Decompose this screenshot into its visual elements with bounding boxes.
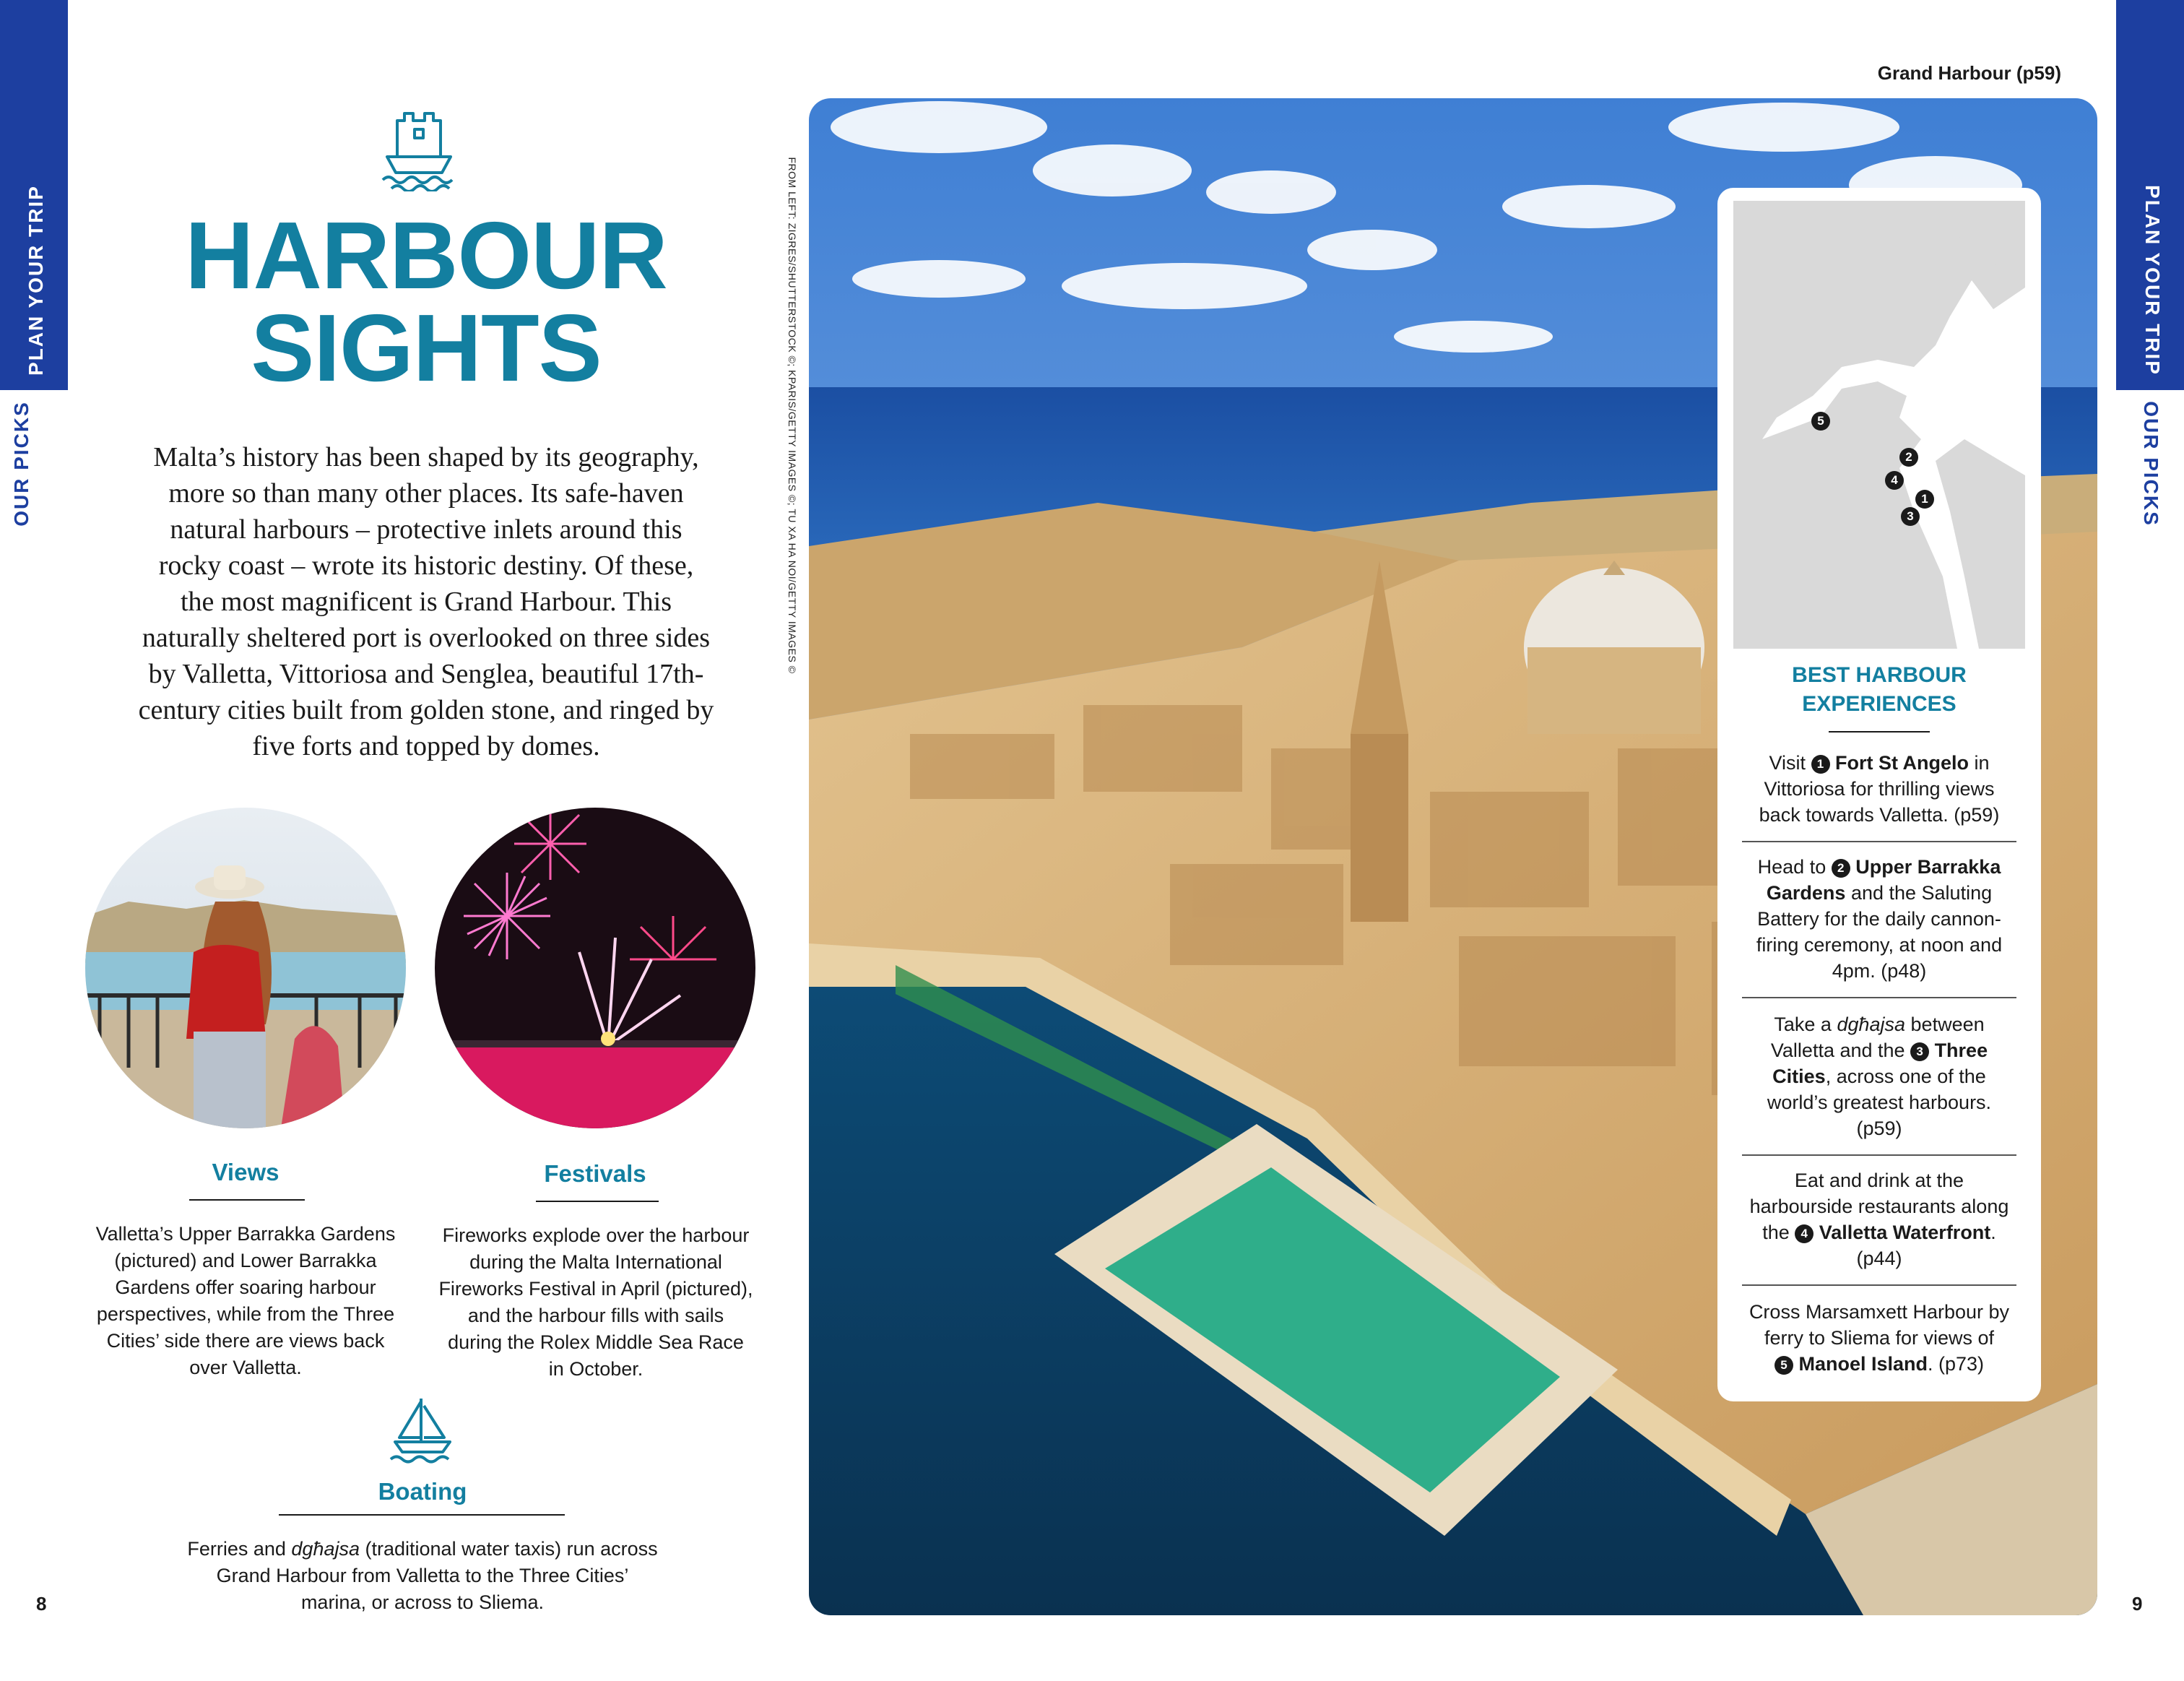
- exp-line: firing ceremony, at noon and: [1756, 934, 2003, 956]
- exp-line: (p44): [1856, 1248, 1902, 1269]
- exp-place-name: Manoel Island: [1798, 1353, 1928, 1375]
- number-badge-1: 1: [1811, 755, 1830, 774]
- festivals-title: Festivals: [544, 1160, 646, 1187]
- exp-place-name: Upper Barrakka: [1855, 856, 2001, 878]
- boating-line: [130, 1536, 715, 1563]
- exp-text: .: [1990, 1222, 1996, 1243]
- right-plan-your-trip-label: PLAN YOUR TRIP: [2141, 185, 2164, 376]
- exp-place-name: Three: [1934, 1040, 1988, 1061]
- exp-text: Visit: [1769, 752, 1811, 774]
- exp-place-name: Fort St Angelo: [1835, 752, 1969, 774]
- boating-text-part: (traditional water taxis) run across: [360, 1538, 658, 1560]
- exp-text: , across one of the: [1825, 1066, 1986, 1087]
- intro-line: Malta’s history has been shaped by its geography,: [153, 442, 699, 472]
- best-harbour-experiences-panel: [1717, 188, 2041, 1401]
- festivals-line: and the harbour fills with sails: [467, 1305, 724, 1326]
- experience-item-1: [1739, 750, 2019, 828]
- number-badge-2: 2: [1832, 859, 1850, 878]
- exp-text: Valletta and the: [1770, 1040, 1911, 1061]
- views-title: Views: [212, 1159, 280, 1185]
- experience-divider: [1742, 841, 2016, 842]
- number-badge-5: 5: [1774, 1356, 1793, 1375]
- map-marker-2: 2: [1899, 448, 1918, 467]
- intro-line: natural harbours – protective inlets around this: [170, 514, 682, 545]
- festivals-line: Fireworks Festival in April (pictured),: [438, 1278, 753, 1300]
- left-page-number: 8: [36, 1593, 47, 1615]
- right-our-picks-label: OUR PICKS: [2140, 401, 2162, 527]
- views-line: over Valletta.: [189, 1357, 302, 1378]
- festivals-photo: [435, 808, 755, 1128]
- harbour-locator-map: [1733, 201, 2025, 649]
- boating-title: Boating: [378, 1478, 467, 1505]
- exp-place-name: Cities: [1772, 1066, 1826, 1087]
- map-marker-5: 5: [1811, 412, 1830, 431]
- number-badge-3: 3: [1910, 1042, 1929, 1061]
- exp-term: dgħajsa: [1837, 1014, 1906, 1035]
- exp-text: . (p73): [1928, 1353, 1985, 1375]
- exp-place-name: Valletta Waterfront: [1819, 1222, 1991, 1243]
- exp-text: between: [1905, 1014, 1985, 1035]
- boating-text-part: Ferries and: [187, 1538, 292, 1560]
- festivals-line: Fireworks explode over the harbour: [442, 1224, 750, 1246]
- exp-line: world’s greatest harbours.: [1767, 1092, 1992, 1113]
- boating-term: dgħajsa: [291, 1538, 360, 1560]
- photo-credit: [784, 141, 800, 690]
- panel-title: [1717, 661, 2041, 719]
- exp-text: Head to: [1757, 856, 1832, 878]
- intro-line: naturally sheltered port is overlooked on three sides: [142, 623, 711, 653]
- exp-place-name: Gardens: [1766, 882, 1846, 904]
- intro-line: rocky coast – wrote its historic destiny. Of these,: [158, 550, 694, 581]
- exp-text: and the Saluting: [1845, 882, 1993, 904]
- experience-item-2: [1739, 854, 2019, 984]
- intro-line: the most magnificent is Grand Harbour. This: [180, 587, 672, 617]
- experience-divider: [1742, 1154, 2016, 1156]
- festivals-line: during the Rolex Middle Sea Race: [448, 1331, 744, 1353]
- experience-divider: [1742, 997, 2016, 998]
- exp-line: 4pm. (p48): [1832, 960, 1927, 982]
- left-plan-your-trip-label: PLAN YOUR TRIP: [25, 185, 47, 376]
- exp-line: harbourside restaurants along: [1749, 1196, 2009, 1217]
- intro-paragraph: [79, 439, 773, 764]
- castle-icon: [376, 105, 462, 191]
- exp-line: Eat and drink at the: [1794, 1170, 1964, 1191]
- boating-text: [130, 1536, 715, 1616]
- views-line: Gardens offer soaring harbour: [115, 1276, 376, 1298]
- views-line: (pictured) and Lower Barrakka: [114, 1250, 377, 1271]
- exp-line: ferry to Sliema for views of: [1764, 1327, 1995, 1349]
- boating-line: marina, or across to Sliema.: [300, 1591, 545, 1613]
- views-photo: [85, 808, 406, 1128]
- page-title: [108, 202, 744, 401]
- views-line: Cities’ side there are views back: [106, 1330, 385, 1352]
- views-rule: [189, 1199, 305, 1201]
- panel-title-rule: [1829, 731, 1930, 733]
- festivals-text: [426, 1222, 766, 1383]
- panel-title-line: EXPERIENCES: [1802, 692, 1956, 716]
- map-marker-4: 4: [1885, 471, 1904, 490]
- map-marker-3: 3: [1901, 507, 1920, 526]
- views-line: perspectives, while from the Three: [96, 1303, 395, 1325]
- boating-rule: [279, 1514, 565, 1516]
- exp-text: in: [1969, 752, 1990, 774]
- festivals-line: during the Malta International: [469, 1251, 722, 1273]
- boating-line: Grand Harbour from Valletta to the Three Cities’: [216, 1565, 629, 1586]
- exp-line: (p59): [1856, 1118, 1902, 1139]
- experience-item-4: [1739, 1167, 2019, 1271]
- exp-text: the: [1762, 1222, 1795, 1243]
- views-text: [79, 1221, 412, 1381]
- title-line-1: HARBOUR: [185, 202, 667, 308]
- sailboat-icon: [386, 1394, 459, 1466]
- intro-line: century cities built from golden stone, and ringed by: [138, 695, 714, 725]
- title-line-2: SIGHTS: [251, 295, 602, 401]
- views-line: Valletta’s Upper Barrakka Gardens: [95, 1223, 396, 1245]
- exp-line: Cross Marsamxett Harbour by: [1748, 1301, 2010, 1323]
- festivals-rule: [536, 1201, 659, 1202]
- experience-divider: [1742, 1284, 2016, 1286]
- left-our-picks-label: OUR PICKS: [10, 401, 32, 527]
- panel-title-line: BEST HARBOUR: [1792, 663, 1967, 687]
- number-badge-4: 4: [1795, 1224, 1814, 1243]
- exp-line: back towards Valletta. (p59): [1759, 804, 2000, 826]
- intro-line: more so than many other places. Its safe-haven: [168, 478, 684, 509]
- experience-item-5: [1739, 1299, 2019, 1377]
- festivals-line: in October.: [548, 1358, 644, 1380]
- page-crossref: Grand Harbour (p59): [1877, 62, 2061, 84]
- right-page-number: 9: [2132, 1593, 2143, 1615]
- photo-credit-text: FROM LEFT: ZIGRES/SHUTTERSTOCK ©; KPARIS/GETTY IMAGES ©; TU XA HA NOI/GETTY IMAGES ©: [786, 157, 798, 674]
- intro-line: five forts and topped by domes.: [252, 731, 600, 761]
- experience-item-3: [1739, 1011, 2019, 1141]
- intro-line: by Valletta, Vittoriosa and Senglea, beautiful 17th-: [148, 659, 704, 689]
- exp-line: Battery for the daily cannon-: [1757, 908, 2001, 930]
- exp-line: Vittoriosa for thrilling views: [1764, 778, 1995, 800]
- exp-text: Take a: [1774, 1014, 1837, 1035]
- map-marker-1: 1: [1915, 490, 1934, 509]
- left-plan-your-trip-tab: [0, 0, 68, 390]
- right-plan-your-trip-tab: [2116, 0, 2184, 390]
